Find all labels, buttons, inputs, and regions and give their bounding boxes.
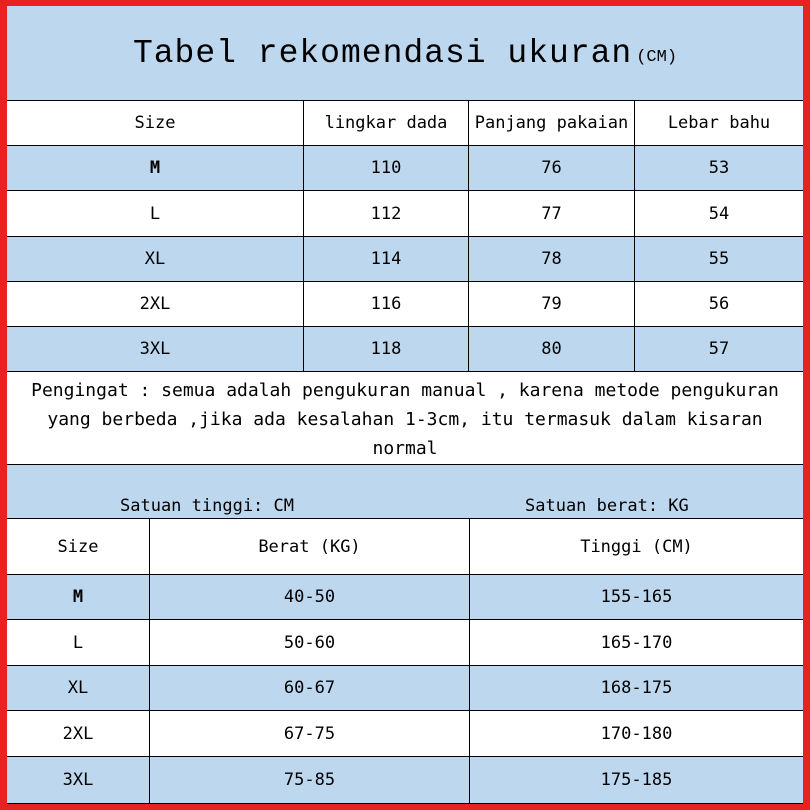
height-cell: 168-175	[600, 678, 673, 698]
length-cell: 76	[469, 146, 635, 190]
title-band	[7, 6, 803, 100]
weight-cell: 50-60	[150, 620, 470, 665]
note-line: normal	[372, 438, 438, 459]
table2-header-row	[7, 518, 803, 574]
table-row	[7, 574, 803, 619]
weight-cell: 75-85	[150, 757, 470, 803]
chart-title: Tabel rekomendasi ukuran	[132, 34, 633, 72]
table1-header-size: Size	[7, 101, 304, 145]
weight-cell: 60-67	[150, 666, 470, 710]
size-cell: L	[7, 191, 304, 236]
shoulder-cell: 54	[708, 203, 730, 224]
weight-unit-label: Satuan berat: KG	[525, 496, 689, 516]
table2-header-height: Tinggi (CM)	[580, 536, 693, 557]
length-cell: 78	[469, 237, 635, 281]
note-line: yang berbeda ,jika ada kesalahan 1-3cm, itu termasuk dalam kisaran	[47, 409, 763, 430]
shoulder-cell: 57	[708, 339, 730, 359]
size-cell: 3XL	[7, 327, 304, 371]
table-row	[7, 619, 803, 665]
table-bottom-border	[7, 803, 803, 804]
size-cell: 3XL	[7, 757, 150, 803]
units-band	[7, 464, 803, 518]
table1-header-shoulder: Lebar bahu	[667, 113, 771, 133]
size-cell: 2XL	[7, 711, 150, 756]
length-cell: 80	[469, 327, 635, 371]
table2-header-size: Size	[7, 519, 150, 574]
size-cell: M	[7, 575, 150, 619]
height-cell: 155-165	[600, 587, 673, 607]
table-row	[7, 281, 803, 326]
shoulder-cell: 53	[708, 158, 730, 178]
chest-cell: 114	[304, 237, 469, 281]
table1-header-row	[7, 100, 803, 145]
note-line: Pengingat : semua adalah pengukuran manual , karena metode pengukuran	[31, 380, 779, 401]
shoulder-cell: 55	[708, 249, 730, 269]
shoulder-cell: 56	[708, 294, 730, 314]
height-unit-label: Satuan tinggi: CM	[120, 496, 294, 516]
table2-header-weight: Berat (KG)	[150, 519, 470, 574]
size-chart-sheet	[7, 6, 803, 804]
height-cell: 170-180	[600, 723, 673, 744]
chest-cell: 110	[304, 146, 469, 190]
table-row	[7, 756, 803, 803]
chest-cell: 116	[304, 282, 469, 326]
chest-cell: 112	[304, 191, 469, 236]
chest-cell: 118	[304, 327, 469, 371]
size-cell: L	[7, 620, 150, 665]
measurement-note	[7, 371, 803, 464]
table-row	[7, 236, 803, 281]
table-row	[7, 326, 803, 371]
table1-header-chest: lingkar dada	[304, 101, 469, 145]
weight-cell: 67-75	[150, 711, 470, 756]
length-cell: 79	[469, 282, 635, 326]
weight-cell: 40-50	[150, 575, 470, 619]
size-cell: XL	[7, 237, 304, 281]
table-row	[7, 710, 803, 756]
length-cell: 77	[469, 191, 635, 236]
height-cell: 175-185	[600, 770, 673, 790]
size-cell: XL	[7, 666, 150, 710]
chart-title-unit: (CM)	[636, 47, 678, 67]
size-cell: M	[7, 146, 304, 190]
table-row	[7, 145, 803, 190]
size-cell: 2XL	[7, 282, 304, 326]
height-cell: 165-170	[600, 632, 673, 653]
table-row	[7, 665, 803, 710]
table1-header-length: Panjang pakaian	[469, 101, 635, 145]
table-row	[7, 190, 803, 236]
